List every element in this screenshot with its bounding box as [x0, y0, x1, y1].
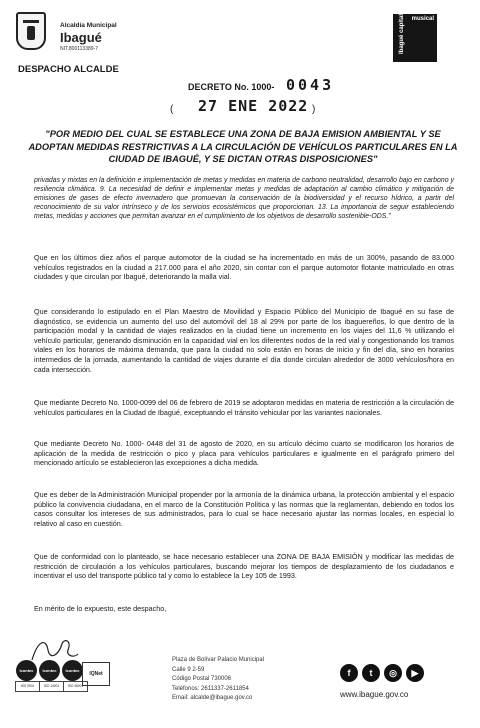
decreto-number: 0043: [286, 76, 335, 94]
decreto-label: DECRETO No. 1000-: [188, 82, 275, 92]
date-paren-open: (: [170, 104, 174, 115]
instagram-icon[interactable]: ◎: [384, 664, 402, 682]
iso-45001-badge: ISO 45001: [63, 681, 88, 692]
paragraph-2: Que considerando lo estipulado en el Plan Maestro de Movilidad y Espacio Público del Municipio de Ibagué en su fase de diagnóstico, se evidencia un aumento del uso del automóvil del 18 al 29% por parte de los ibaguereños, lo que dentro de la participación modal y la cantidad de viajes realizados en la ciudad tiene un incremento en los viajes del 11,6 % utilizando el vehículo particular, generando disminución en la capacidad vial en los diferentes nodos de la red vial y congestionando los tramos viales en los horarios de máxima demanda, que para la ciudad no solo están en horas de inicio y fin del día, sino en horarios intermedios de la jornada, aumentando la cantidad de viajes durante el día donde circulan alrededor de 3000 vehículos/hora en cada intersección.: [34, 307, 454, 374]
paragraph-3: Que mediante Decreto No. 1000-0099 del 06 de febrero de 2019 se adoptaron medidas en materia de restricción a la circulación de vehículos particulares en la Ciudad de Ibagué, exceptuando el tránsito vehicular por las variantes nacionales.: [34, 398, 454, 417]
musical-logo-text: musical: [411, 16, 434, 22]
icontec-cert-icon: Icontec: [62, 660, 83, 681]
coat-of-arms-icon: [16, 12, 46, 50]
paragraph-1: Que en los últimos diez años el parque automotor de la ciudad se ha incrementado en más de un 300%, pasando de 83.000 vehículos registrados en la ciudad a 217.000 para el año 2020, sin contar con el parque automotor flotante matriculado en otras ciudades y que circulan por Ibagué, deteriorando la malla vial.: [34, 253, 454, 282]
ibague-label: Ibagué: [60, 30, 102, 45]
address-email: Email: alcalde@ibague.gov.co: [172, 695, 253, 701]
paragraph-6: Que de conformidad con lo planteado, se hace necesario establecer una ZONA DE BAJA EMISIÓN y modificar las medidas de restricción de circulación a los vehículos particulares, buscando mejorar los tiempos de desplazamiento de los ciudadanos e incentivar el uso del transporte público tal y como lo establece la Ley 105 de 1993.: [34, 552, 454, 581]
iso-14001-badge: ISO 14001: [39, 681, 64, 692]
musical-logo-side-text: Ibagué capital: [399, 13, 405, 54]
paragraph-4: Que mediante Decreto No. 1000- 0448 del 31 de agosto de 2020, en su artículo décimo cuarto se modificaron los horarios de aplicación de la medida de restricción o pico y placa para vehículos particulares e igualmente en el parágrafo primero del mencionado artículo se establecieron las excepciones a dicha medida.: [34, 439, 454, 468]
icontec-cert-icon: Icontec: [16, 660, 37, 681]
website-link[interactable]: www.ibague.gov.co: [340, 690, 409, 699]
musical-logo: [393, 14, 437, 62]
facebook-icon[interactable]: f: [340, 664, 358, 682]
footer-address: [172, 656, 264, 704]
iqnet-logo: IQNet: [82, 662, 110, 686]
nit-label: NIT.800113389-7: [60, 46, 98, 52]
address-line: Calle 9 2-59: [172, 666, 205, 673]
decreto-date: 27 ENE 2022: [198, 97, 309, 115]
address-line: Teléfonos: 2611337-2611854: [172, 685, 249, 692]
youtube-icon[interactable]: ▶: [406, 664, 424, 682]
iso-9001-badge: ISO 9001: [15, 681, 40, 692]
twitter-icon[interactable]: t: [362, 664, 380, 682]
quoted-intro: privadas y mixtas en la definición e implementación de metas y medidas en materia de carbono neutralidad, desarrollo bajo en carbono y resiliencia climática. 9. La necesidad de definir e implementar metas y medidas de adaptación al cambio climático y mitigación de emisiones de gases de efecto invernadero que promuevan la conservación de la biodiversidad y el recurso hídrico, a partir del reconocimiento de su valor intrínseco y de los servicios ecosistémicos que proporcionan. 13. La importancia de seguir estableciendo metas, medidas y acciones que permitan avanzar en el cumplimiento de los objetivos de desarrollo sostenible-ODS.": [34, 177, 454, 220]
paragraph-5: Que es deber de la Administración Municipal propender por la armonía de la dinámica urbana, la protección ambiental y el espacio público la convivencia ciudadana, en el marco de la Constitución Política y las normas que la reglamentan, debiendo en todos los casos consultar los intereses de sus administrados, para lo cual se hace necesario ajustar las normas locales, en especial lo relativo al caso en cuestión.: [34, 490, 454, 528]
alcaldia-label: Alcaldía Municipal: [60, 22, 117, 29]
date-paren-close: ): [312, 104, 316, 115]
paragraph-7: En mérito de lo expuesto, este despacho,: [34, 604, 167, 613]
despacho-heading: DESPACHO ALCALDE: [18, 64, 119, 75]
icontec-cert-icon: Icontec: [39, 660, 60, 681]
decreto-title: "POR MEDIO DEL CUAL SE ESTABLECE UNA ZONA DE BAJA EMISION AMBIENTAL Y SE ADOPTAN MEDIDAS RESTRICTIVAS A LA CIRCULACIÓN DE VEHÍCULOS PARTICULARES EN LA CIUDAD DE IBAGUÉ, Y SE DICTAN OTRAS DISPOSICIONES": [28, 129, 458, 164]
address-line: Plaza de Bolívar Palacio Municipal: [172, 657, 265, 663]
address-line: Código Postal 730006: [172, 676, 232, 682]
